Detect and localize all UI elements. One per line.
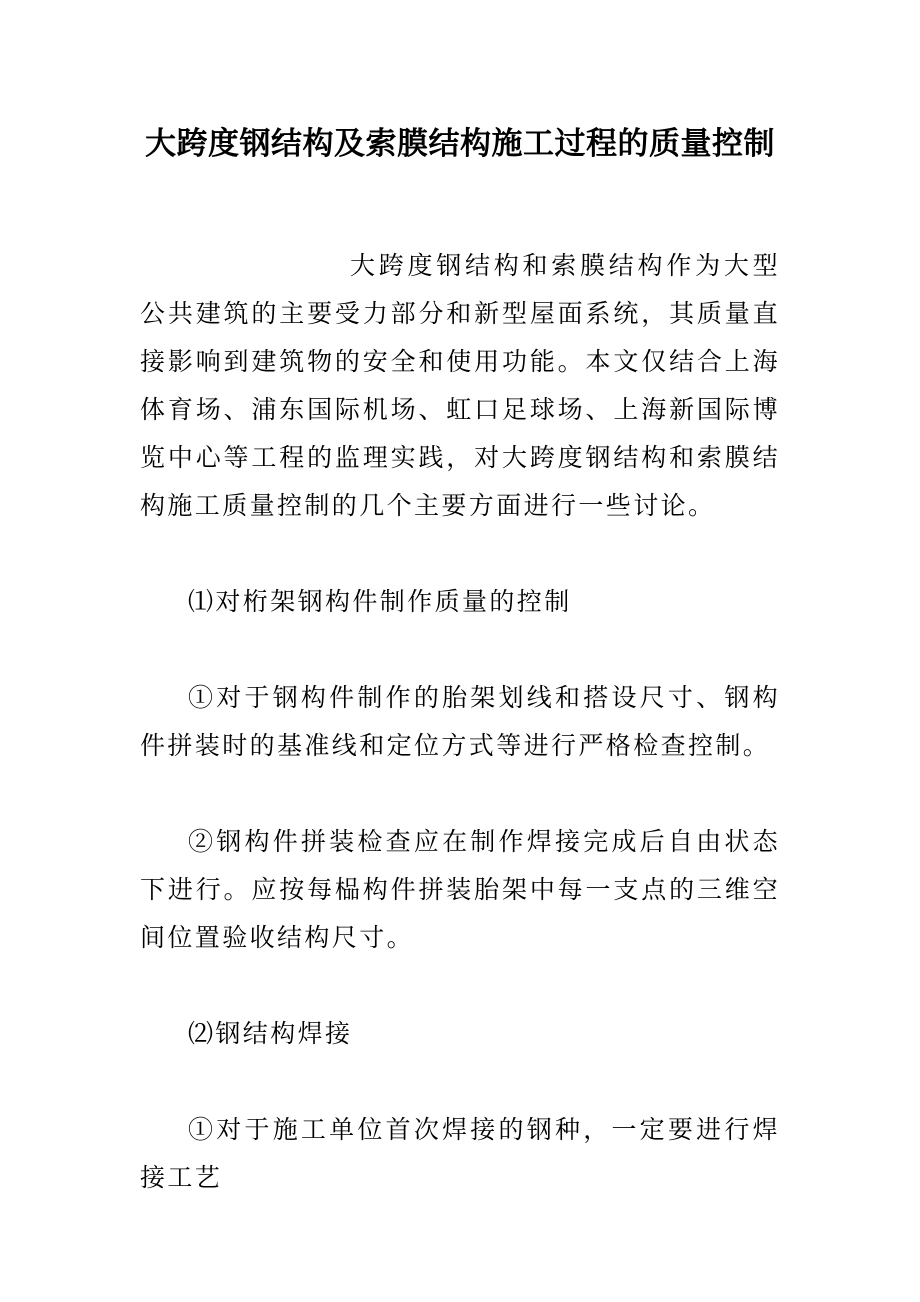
paragraph-item-1: ①对于钢构件制作的胎架划线和搭设尺寸、钢构件拼装时的基准线和定位方式等进行严格检查控制。 [140,683,780,760]
intro-paragraph: 大跨度钢结构和索膜结构作为大型公共建筑的主要受力部分和新型屋面系统，其质量直接影响到建筑物的安全和使用功能。本文仅结合上海体育场、浦东国际机场、虹口足球场、上海新国际博览中心等工程的监理实践，对大跨度钢结构和索膜结构施工质量控制的几个主要方面进行一些讨论。 [140,251,780,520]
paragraph-welding-item-1: ①对于施工单位首次焊接的钢种，一定要进行焊接工艺 [140,1115,780,1192]
document-title: 大跨度钢结构及索膜结构施工过程的质量控制 [145,126,775,162]
paragraph-item-2: ②钢构件拼装检查应在制作焊接完成后自由状态下进行。应按每榀构件拼装胎架中每一支点的三维空间位置验收结构尺寸。 [140,827,780,952]
section-heading-welding: ⑵钢结构焊接 [188,1019,353,1048]
section-heading-truss-fabrication: ⑴对桁架钢构件制作质量的控制 [188,587,572,616]
